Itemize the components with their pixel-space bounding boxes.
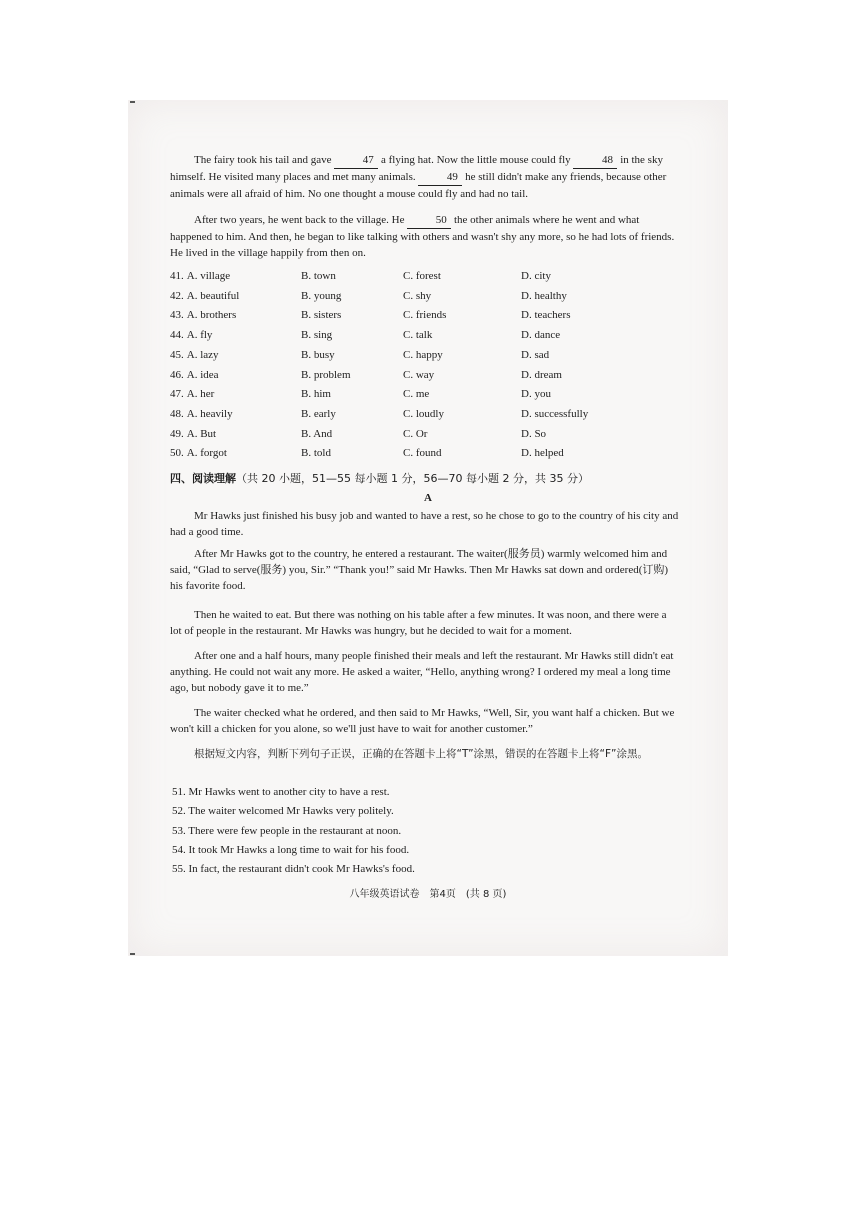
option-number-and-a [170, 408, 233, 420]
option-d: D. you [521, 388, 551, 401]
option-row [170, 428, 690, 446]
option-row [170, 290, 690, 308]
option-c: C. way [403, 368, 435, 381]
question-number: 42. [170, 289, 184, 302]
option-a: A. fly [186, 329, 213, 342]
question-number: 49. [170, 427, 184, 440]
cloze-paragraph-1 [170, 152, 680, 202]
option-row [170, 349, 690, 367]
option-c: C. shy [403, 289, 432, 302]
passage-paragraph: After one and a half hours, many people finished their meals and left the restaurant. Mr Hawks still didn't eat anything. He could not wait any more. He asked a waiter, “Hello, anything wrong? I ordered my meal a long time ago, but nobody gave it to me.” [170, 650, 674, 694]
option-number-and-a [170, 388, 214, 400]
option-a: A. forgot [186, 447, 227, 460]
blank-48: 48 [573, 152, 617, 169]
question-number: 43. [170, 309, 184, 322]
option-a: A. lazy [186, 348, 219, 361]
option-d: D. helped [521, 447, 564, 460]
option-b: B. sing [301, 329, 333, 342]
option-c: C. talk [403, 329, 433, 342]
option-c: C. happy [403, 348, 443, 361]
option-c: C. forest [403, 270, 441, 282]
option-a: A. But [186, 427, 217, 440]
option-c: C. me [403, 388, 430, 401]
option-number-and-a [170, 447, 227, 459]
option-d: D. So [521, 427, 547, 440]
option-number-and-a [170, 369, 219, 381]
option-number-and-a [170, 270, 230, 282]
question-number: 45. [170, 348, 184, 361]
question-number: 41. [170, 270, 184, 282]
option-b: B. town [301, 270, 336, 282]
section-heading [170, 470, 589, 486]
option-b: B. problem [301, 368, 351, 381]
section-note: （共 20 小题，51—55 每小题 1 分，56—70 每小题 2 分，共 35 分） [236, 472, 589, 485]
question-53: 53. There were few people in the restaurant at noon. [172, 825, 402, 837]
corner-mark [130, 953, 135, 955]
cloze-text: he still didn't make any friends, because other animals were all afraid of him. No one thought a mouse could fly and had no tail. [170, 171, 667, 200]
option-a: A. heavily [186, 407, 233, 420]
question-52: 52. The waiter welcomed Mr Hawks very politely. [172, 805, 394, 817]
option-a: A. idea [186, 368, 219, 381]
question-51: 51. Mr Hawks went to another city to have a rest. [172, 786, 390, 798]
option-b: B. And [301, 427, 333, 440]
option-row [170, 447, 690, 465]
option-d: D. dance [521, 329, 561, 342]
passage-paragraph: Then he waited to eat. But there was nothing on his table after a few minutes. It was noon, and there were a lot of people in the restaurant. Mr Hawks was hungry, but he decided to wait for a moment. [170, 609, 667, 637]
option-row [170, 309, 690, 327]
option-b: B. young [301, 289, 342, 302]
passage-paragraph: After Mr Hawks got to the country, he entered a restaurant. The waiter(服务员) warmly welcomed him and said, “Glad to serve(服务) you, Sir.” “Thank you!” said Mr Hawks. Then Mr Hawks sat down and ordered(订购) his favorite food. [170, 548, 669, 592]
option-d: D. city [521, 270, 551, 282]
option-c: C. friends [403, 309, 447, 322]
question-number: 47. [170, 388, 184, 401]
cloze-text: a flying hat. Now the little mouse could fly [380, 154, 571, 166]
corner-mark [130, 101, 135, 103]
option-number-and-a [170, 309, 236, 321]
cloze-text: After two years, he went back to the village. He [194, 214, 405, 226]
question-55: 55. In fact, the restaurant didn't cook Mr Hawks's food. [172, 863, 415, 875]
option-b: B. busy [301, 348, 335, 361]
option-d: D. sad [521, 348, 550, 361]
option-a: A. village [186, 270, 231, 282]
option-a: A. her [186, 388, 215, 401]
option-b: B. early [301, 407, 336, 420]
page-footer: 八年级英语试卷 第4页 (共 8 页) [349, 889, 507, 900]
option-number-and-a [170, 329, 212, 341]
option-d: D. teachers [521, 309, 571, 322]
question-number: 44. [170, 329, 184, 342]
option-b: B. him [301, 388, 331, 401]
blank-47: 47 [334, 152, 378, 169]
blank-50: 50 [407, 212, 451, 229]
passage-paragraph: The waiter checked what he ordered, and then said to Mr Hawks, “Well, Sir, you want half a chicken. But we won't kill a chicken for you alone, so we'll just have to wait for another customer.” [170, 707, 675, 735]
cloze-paragraph-2 [170, 212, 680, 261]
cloze-text: The fairy took his tail and gave [194, 154, 332, 166]
option-row [170, 270, 690, 288]
cloze-text: in the sky himself. He visited many places and met many animals. [170, 154, 663, 183]
section-title: 四、阅读理解 [170, 472, 236, 485]
option-number-and-a [170, 428, 216, 440]
option-b: B. sisters [301, 309, 342, 322]
instruction-text: 根据短文内容，判断下列句子正误，正确的在答题卡上将“T”涂黑，错误的在答题卡上将“F”涂黑。 [194, 748, 648, 760]
passage-label: A [424, 492, 432, 504]
passage-paragraph: Mr Hawks just finished his busy job and wanted to have a rest, so he chose to go to the country of his city and had a good time. [170, 510, 679, 538]
option-d: D. healthy [521, 289, 567, 302]
option-d: D. successfully [521, 407, 589, 420]
option-row [170, 408, 690, 426]
option-a: A. brothers [186, 309, 237, 322]
blank-49: 49 [418, 169, 462, 186]
option-a: A. beautiful [186, 289, 240, 302]
option-number-and-a [170, 349, 219, 361]
question-number: 48. [170, 407, 184, 420]
option-row [170, 329, 690, 347]
option-row [170, 369, 690, 387]
option-c: C. Or [403, 427, 428, 440]
option-number-and-a [170, 290, 239, 302]
question-54: 54. It took Mr Hawks a long time to wait for his food. [172, 844, 410, 856]
question-number: 50. [170, 447, 184, 460]
question-number: 46. [170, 368, 184, 381]
option-row [170, 388, 690, 406]
option-b: B. told [301, 447, 331, 460]
option-c: C. loudly [403, 407, 444, 420]
option-d: D. dream [521, 368, 562, 381]
option-c: C. found [403, 447, 442, 460]
cloze-text: the other animals where he went and what happened to him. And then, he began to like talking with others and wasn't shy any more, so he had lots of friends. He lived in the village happily from then on. [170, 214, 675, 259]
